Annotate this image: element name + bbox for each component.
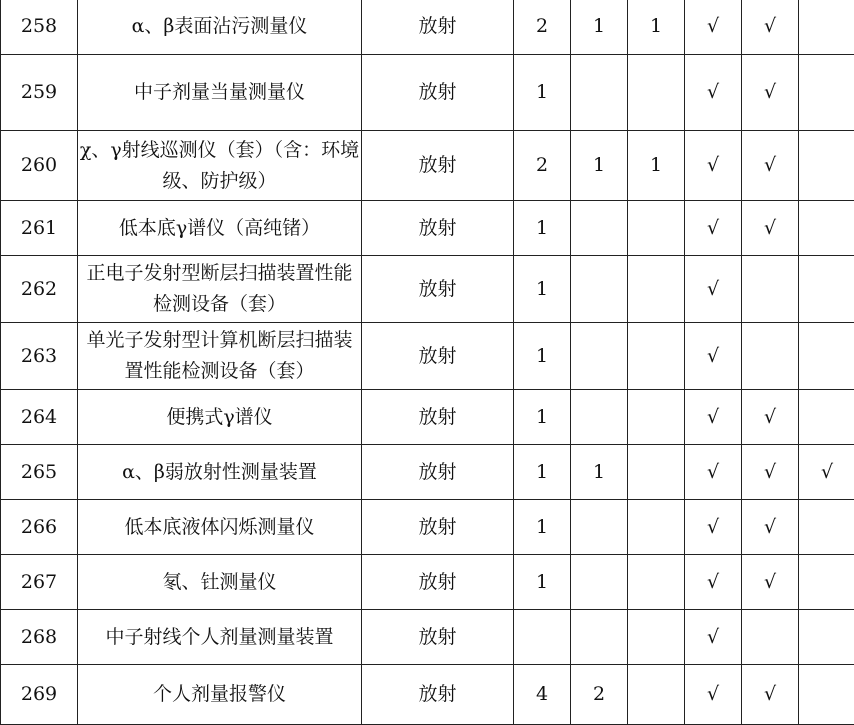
check-cell-1: √ [685, 390, 742, 445]
count-cell-1: 1 [514, 201, 571, 256]
table-row [1, 555, 854, 610]
count-cell-1: 4 [514, 665, 571, 725]
check-cell-3 [799, 555, 854, 610]
check-cell-2: √ [742, 555, 799, 610]
category-cell: 放射 [362, 555, 514, 610]
check-cell-3 [799, 0, 854, 55]
check-cell-2 [742, 610, 799, 665]
category-cell: 放射 [362, 256, 514, 323]
count-cell-1: 1 [514, 55, 571, 131]
check-cell-3 [799, 500, 854, 555]
check-cell-3 [799, 610, 854, 665]
count-cell-2: 1 [571, 445, 628, 500]
check-cell-1: √ [685, 256, 742, 323]
count-cell-3 [628, 555, 685, 610]
count-cell-2: 2 [571, 665, 628, 725]
count-cell-3 [628, 323, 685, 390]
check-cell-3 [799, 201, 854, 256]
table-row [1, 390, 854, 445]
count-cell-1: 2 [514, 0, 571, 55]
instrument-name: 中子剂量当量测量仪 [78, 55, 362, 131]
check-cell-2: √ [742, 0, 799, 55]
count-cell-3 [628, 610, 685, 665]
count-cell-2 [571, 500, 628, 555]
check-cell-3: √ [799, 445, 854, 500]
count-cell-1 [514, 610, 571, 665]
row-number: 267 [1, 555, 78, 610]
row-number: 260 [1, 131, 78, 201]
count-cell-1: 1 [514, 256, 571, 323]
check-cell-2: √ [742, 500, 799, 555]
table-row [1, 323, 854, 390]
row-number: 266 [1, 500, 78, 555]
count-cell-2: 1 [571, 131, 628, 201]
check-cell-3 [799, 323, 854, 390]
check-cell-3 [799, 665, 854, 725]
check-cell-3 [799, 55, 854, 131]
check-cell-2: √ [742, 390, 799, 445]
instrument-name: 正电子发射型断层扫描装置性能检测设备（套） [78, 256, 362, 323]
table-row [1, 55, 854, 131]
instrument-name: 低本底γ谱仪（高纯锗） [78, 201, 362, 256]
category-cell: 放射 [362, 131, 514, 201]
check-cell-1: √ [685, 610, 742, 665]
row-number: 261 [1, 201, 78, 256]
check-cell-3 [799, 256, 854, 323]
row-number: 258 [1, 0, 78, 55]
instrument-name: χ、γ射线巡测仪（套）（含：环境级、防护级） [78, 131, 362, 201]
count-cell-1: 1 [514, 555, 571, 610]
row-number: 268 [1, 610, 78, 665]
instrument-name: 个人剂量报警仪 [78, 665, 362, 725]
instrument-name: α、β弱放射性测量装置 [78, 445, 362, 500]
table-row [1, 0, 854, 55]
table-row [1, 445, 854, 500]
count-cell-3 [628, 390, 685, 445]
table-row [1, 500, 854, 555]
row-number: 263 [1, 323, 78, 390]
check-cell-1: √ [685, 445, 742, 500]
table-row [1, 665, 854, 725]
instrument-name: 低本底液体闪烁测量仪 [78, 500, 362, 555]
check-cell-3 [799, 131, 854, 201]
check-cell-2: √ [742, 201, 799, 256]
count-cell-3 [628, 500, 685, 555]
check-cell-1: √ [685, 0, 742, 55]
count-cell-2: 1 [571, 0, 628, 55]
count-cell-1: 2 [514, 131, 571, 201]
count-cell-1: 1 [514, 500, 571, 555]
table-row [1, 131, 854, 201]
instrument-name: 氡、钍测量仪 [78, 555, 362, 610]
category-cell: 放射 [362, 390, 514, 445]
check-cell-1: √ [685, 665, 742, 725]
category-cell: 放射 [362, 55, 514, 131]
check-cell-2: √ [742, 445, 799, 500]
instrument-name: 单光子发射型计算机断层扫描装置性能检测设备（套） [78, 323, 362, 390]
category-cell: 放射 [362, 0, 514, 55]
check-cell-2 [742, 256, 799, 323]
category-cell: 放射 [362, 201, 514, 256]
check-cell-2: √ [742, 665, 799, 725]
check-cell-1: √ [685, 201, 742, 256]
row-number: 259 [1, 55, 78, 131]
count-cell-2 [571, 323, 628, 390]
count-cell-3 [628, 201, 685, 256]
count-cell-2 [571, 201, 628, 256]
count-cell-3 [628, 665, 685, 725]
count-cell-2 [571, 256, 628, 323]
check-cell-2 [742, 323, 799, 390]
row-number: 262 [1, 256, 78, 323]
check-cell-2: √ [742, 55, 799, 131]
category-cell: 放射 [362, 610, 514, 665]
count-cell-3: 1 [628, 0, 685, 55]
count-cell-3 [628, 256, 685, 323]
check-cell-1: √ [685, 500, 742, 555]
row-number: 264 [1, 390, 78, 445]
table-row [1, 610, 854, 665]
count-cell-2 [571, 610, 628, 665]
instrument-name: α、β表面沾污测量仪 [78, 0, 362, 55]
table-body [1, 0, 854, 725]
count-cell-2 [571, 390, 628, 445]
count-cell-3 [628, 445, 685, 500]
table-row [1, 201, 854, 256]
check-cell-1: √ [685, 55, 742, 131]
count-cell-1: 1 [514, 445, 571, 500]
count-cell-2 [571, 55, 628, 131]
category-cell: 放射 [362, 323, 514, 390]
check-cell-1: √ [685, 555, 742, 610]
check-cell-2: √ [742, 131, 799, 201]
count-cell-3: 1 [628, 131, 685, 201]
count-cell-1: 1 [514, 390, 571, 445]
row-number: 265 [1, 445, 78, 500]
category-cell: 放射 [362, 500, 514, 555]
check-cell-1: √ [685, 131, 742, 201]
category-cell: 放射 [362, 665, 514, 725]
check-cell-1: √ [685, 323, 742, 390]
check-cell-3 [799, 390, 854, 445]
count-cell-2 [571, 555, 628, 610]
table-row [1, 256, 854, 323]
count-cell-3 [628, 55, 685, 131]
instrument-name: 中子射线个人剂量测量装置 [78, 610, 362, 665]
count-cell-1: 1 [514, 323, 571, 390]
instrument-name: 便携式γ谱仪 [78, 390, 362, 445]
row-number: 269 [1, 665, 78, 725]
category-cell: 放射 [362, 445, 514, 500]
